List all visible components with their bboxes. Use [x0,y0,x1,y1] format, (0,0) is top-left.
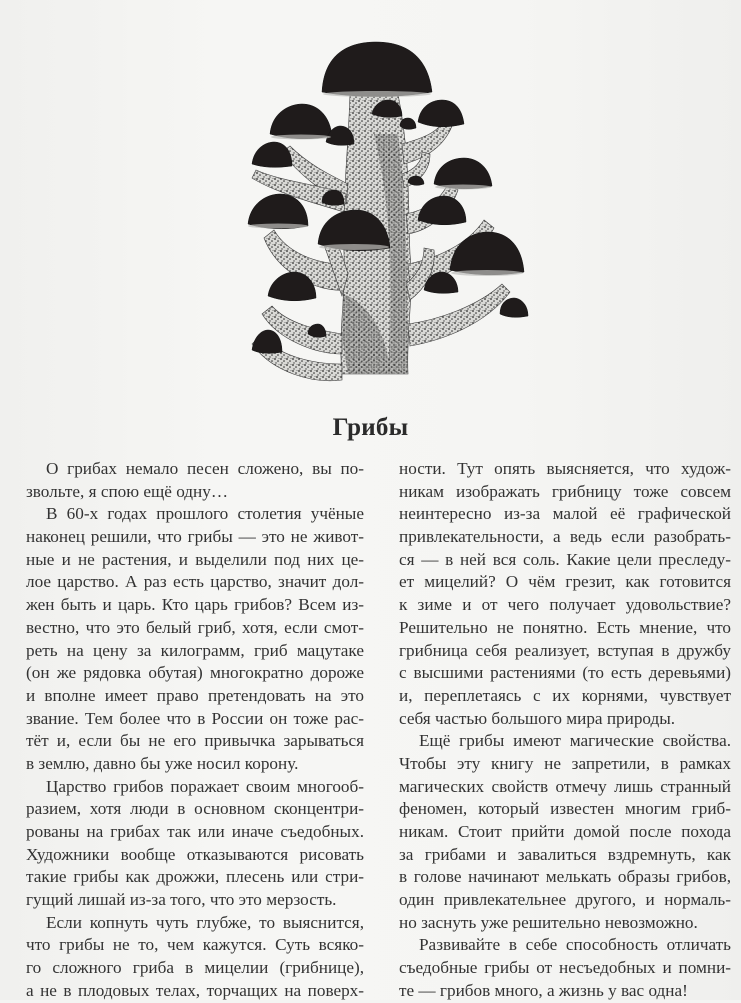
text-line: ся — в ней вся соль. Какие цели преследу- [399,549,731,569]
text-column-right [399,458,731,1003]
text-line: Царство грибов поражает своим многооб- [46,776,364,796]
text-line: к зиме и от чего получает удовольствие? [399,595,731,615]
text-line: что грибы не то, чем кажутся. Суть всяко- [26,935,364,955]
text-line: Если копнуть чуть глубже, то выяснится, [46,912,364,932]
text-line: тёт и, если бы не его привычка зарываться [26,731,364,751]
text-line: с высшими растениями (то есть деревьями) [399,663,731,683]
text-line: грибница себя реализует, вступая в дружбу [399,640,731,660]
text-line: а не в плодовых телах, торчащих на поверх- [26,980,364,1000]
text-line: звание. Тем более что в России он тоже рас- [26,708,364,728]
text-line: разием, хотя люди в основном сконцентри- [26,799,364,819]
text-line: и вполне имеет право претендовать на это [26,685,364,705]
text-line: Ещё грибы имеют магические свойства. [419,731,731,751]
text-line: один привлекательнее другого, и нормаль- [399,890,731,910]
text-line: звольте, я спою ещё одну… [26,481,229,501]
text-line: никам изображать грибницу тоже совсем [399,481,731,501]
text-line: никам. Стоит прийти домой после похода [399,822,731,841]
text-line: магических свойств отмечу лишь странный [399,776,731,796]
text-line: Развивайте в себе способность отличать [419,935,731,955]
text-line: Чтобы эту книгу не запретили, в рамках [399,753,731,773]
text-line: вестно, что это белый гриб, хотя, если смот- [26,617,364,637]
text-column-left [26,458,364,1003]
text-line: привлекательности, а ведь если разобрать- [399,527,731,547]
text-line: такие грибы как дрожжи, плесень или стри- [26,867,364,887]
text-line: ности. Тут опять выясняется, что худож- [399,459,731,478]
text-line: те — грибов много, а жизнь у вас одна! [399,980,688,1000]
text-line: В 60-х годах прошлого столетия учёные [46,504,364,524]
text-line: наконец решили, что грибы — это не живот- [26,527,364,547]
text-line: но заснуть уже решительно невозможно. [399,912,698,932]
text-line: рованы на грибах так или иначе съедобных. [26,822,364,841]
text-line: ет мицелий? О чём грезит, как готовится [399,572,731,592]
text-line: Решительно не понятно. Есть мнение, что [399,617,731,637]
text-line: неинтересно из-за малой её графической [399,504,731,524]
text-line: (он же рядовка обутая) многократно дороже [26,663,364,683]
text-line: жен быть и царь. Кто царь грибов? Всем из- [26,595,364,615]
text-line: лое царство. А раз есть царство, значит дол- [26,572,364,592]
text-line: и, переплетаясь с их корнями, чувствует [399,685,731,705]
article-title: Грибы [332,414,409,441]
text-line: себя частью большого мира природы. [399,708,676,728]
text-line: феномен, который известен многим гриб- [399,799,731,819]
mushroom-tree-illustration-icon [238,34,530,400]
text-line: го сложного гриба в мицелии (грибнице), [26,958,364,978]
text-line: Художники вообще отказываются рисовать [26,844,364,864]
text-line: в землю, давно бы уже носил корону. [26,753,299,773]
text-line: за грибами и завалиться вздремнуть, как [399,844,731,864]
text-line: ные и не растения, и выделили под них це- [26,549,364,569]
text-line: съедобные грибы от несъедобных и помни- [399,958,731,978]
text-line: в голове начинают мелькать образы грибов, [399,867,731,887]
text-line: реть на цену за килограмм, гриб мацутаке [26,640,364,660]
text-line: гущий лишай из-за того, что это мерзость. [26,890,337,910]
text-line: О грибах немало песен сложено, вы по- [46,459,364,478]
